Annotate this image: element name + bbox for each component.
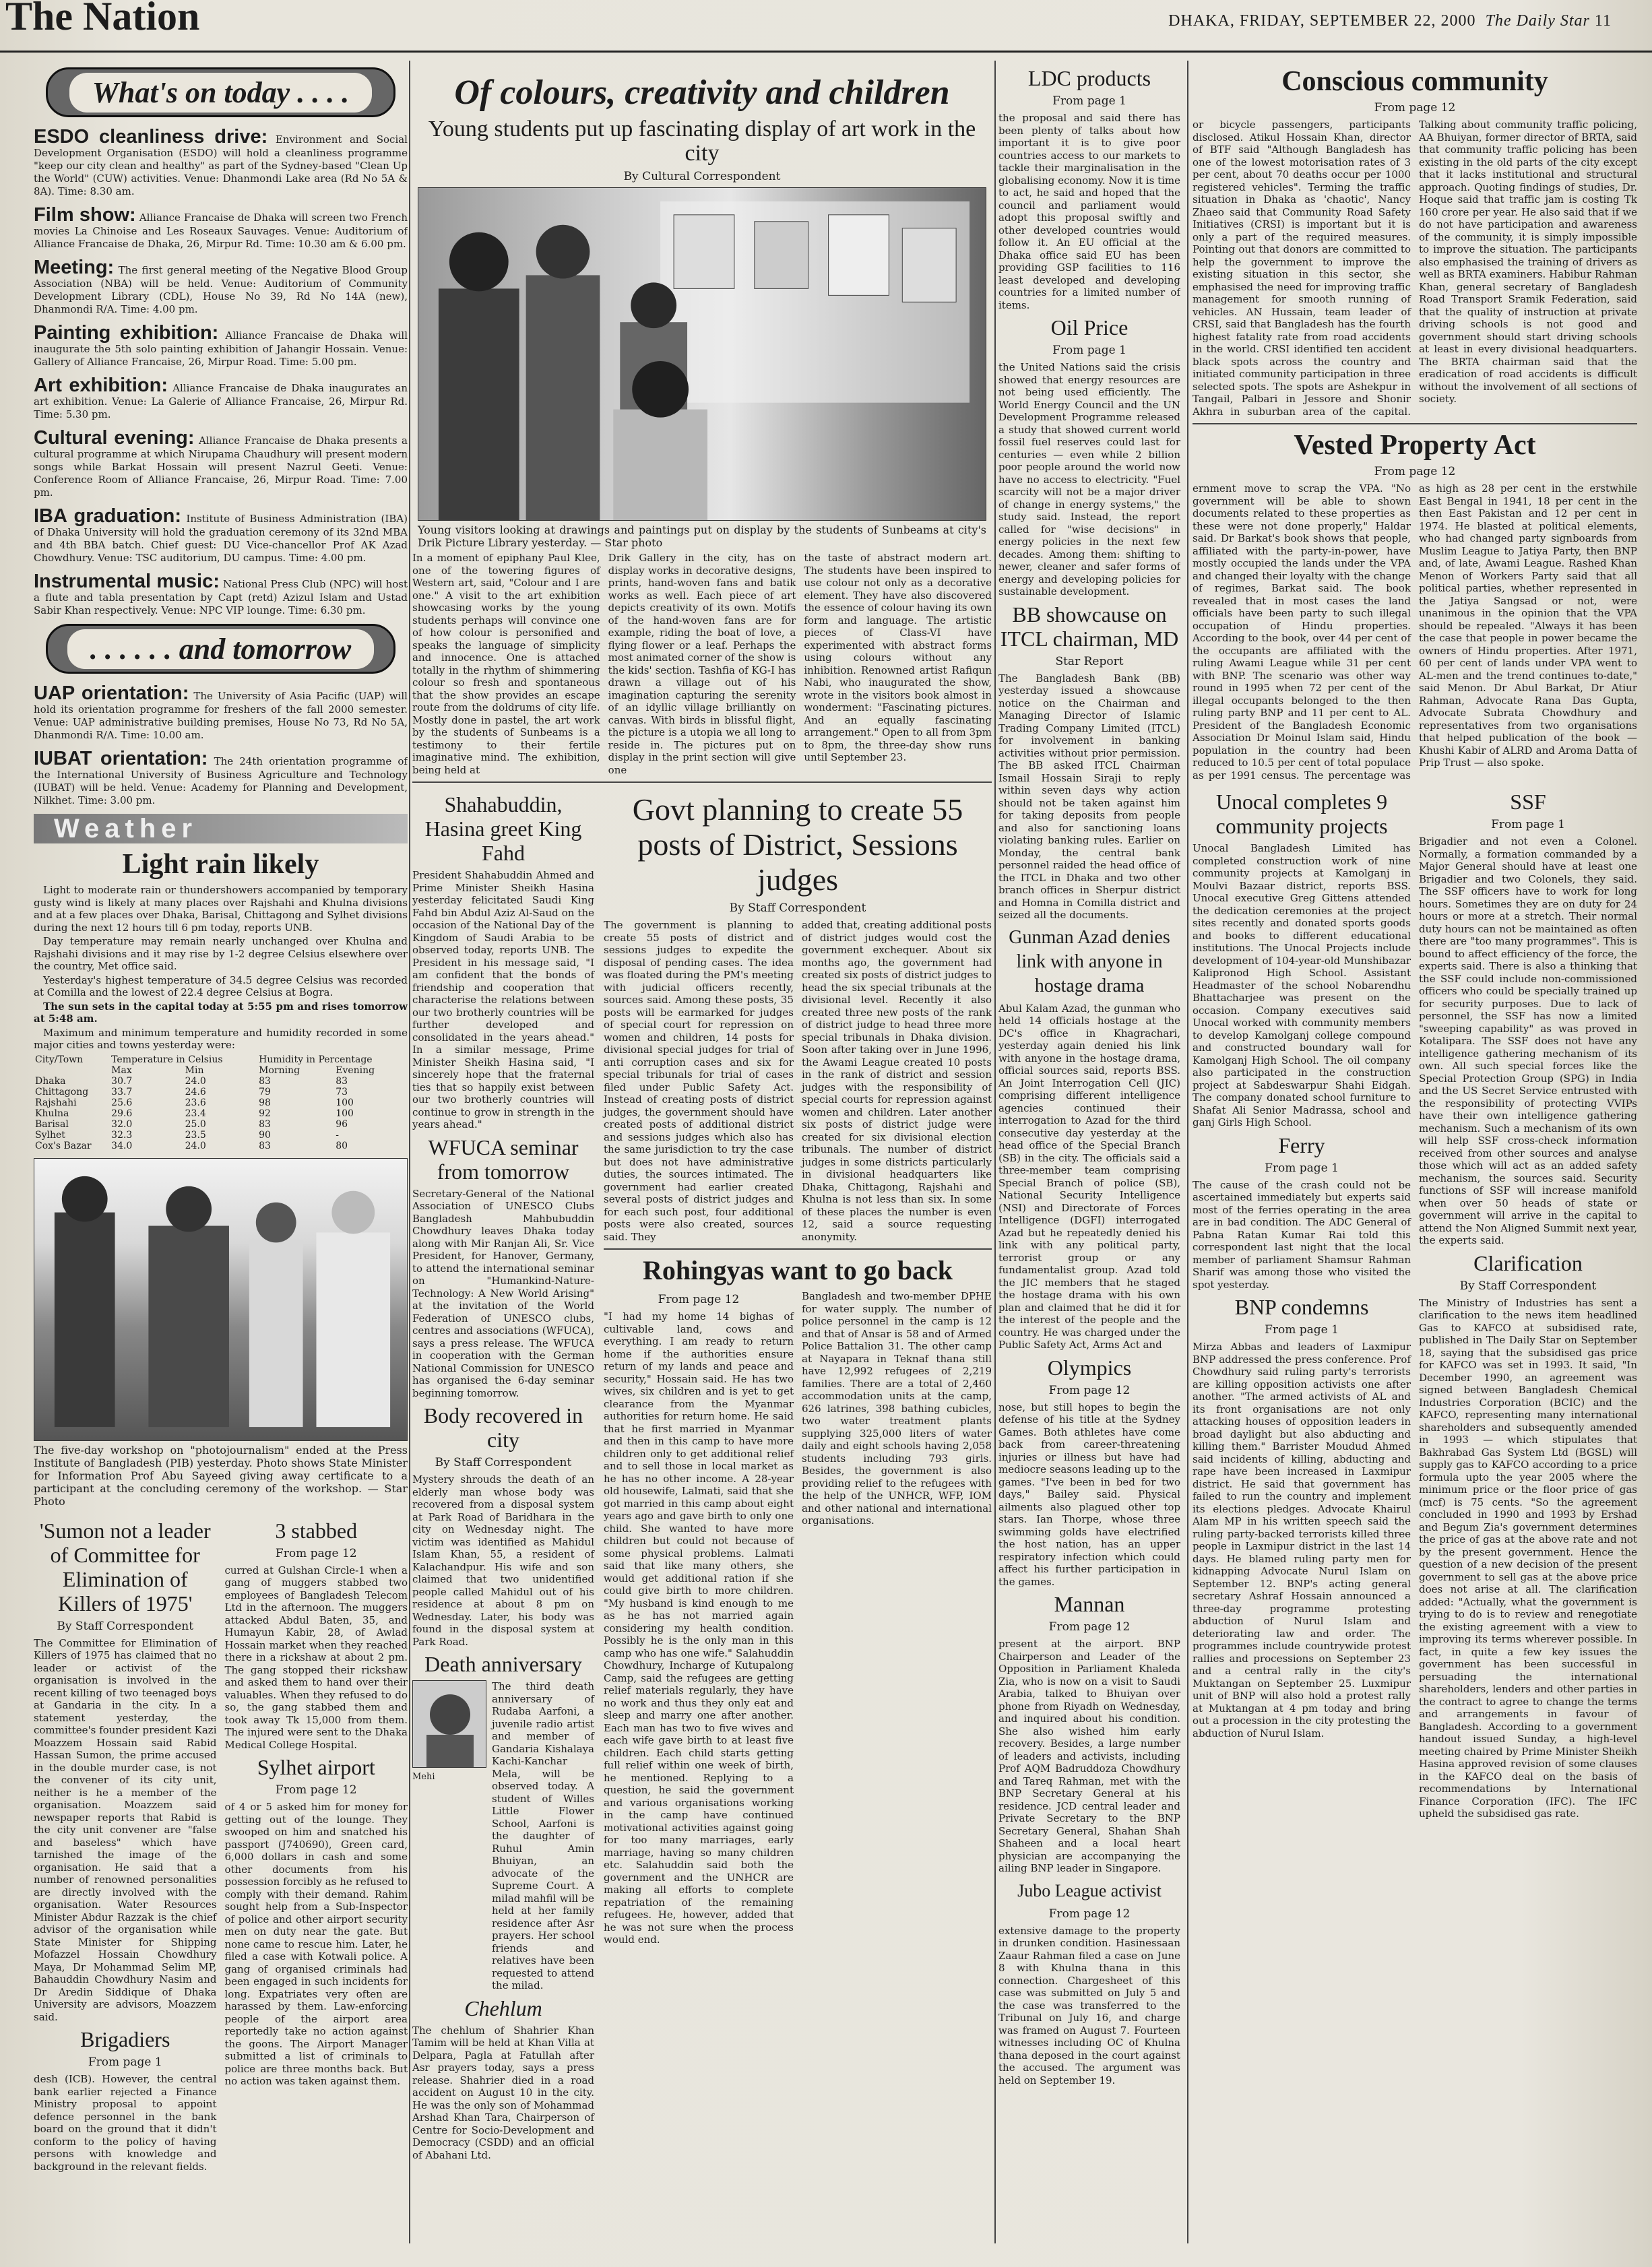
ssf-headline: SSF xyxy=(1510,790,1546,814)
weather-row: Rajshahi 25.6 23.6 98 100 xyxy=(35,1097,354,1108)
event-item: ESDO cleanliness drive: Environment and Social Development Organisation (ESDO) will hold a cleanliness programme "keep our city clean and healthy" as part of the Sydney-based "Clean Up the World" (CUW) activities. Venue: Dhanmondi Lake area (Rd No 5A & 8A). Time: 8.30 am. xyxy=(34,126,408,197)
event-item: Painting exhibition: Alliance Francaise de Dhaka will inaugurate the 5th solo painting exhibition of Jahangir Hossain. Venue: Gallery of Alliance Francaise, 26, Mirpur Road. Time: 5.00 pm. xyxy=(34,322,408,368)
olympics-headline: Olympics xyxy=(1047,1355,1132,1380)
govt-headline: Govt planning to create 55 posts of District, Sessions judges xyxy=(632,792,963,897)
whats-on-banner: What's on today . . . . xyxy=(46,67,395,117)
tomorrow-list xyxy=(34,683,408,807)
unocal-headline: Unocal completes 9 community projects xyxy=(1215,790,1388,838)
colours-caption: Young visitors looking at drawings and paintings put on display by the students of Sunbeams at city's Drik Picture Library yesterday. — Star photo xyxy=(418,523,986,549)
event-item: IUBAT orientation: The 24th orientation programme of the International University of Business Agriculture and Technology (IUBAT) will be held. Venue: Academy for Planning and Development, Nilkhet. Time: 3.00 pm. xyxy=(34,748,408,806)
workshop-photo-image xyxy=(34,1159,407,1440)
ldc-headline: LDC products xyxy=(1027,66,1151,90)
sumon-body: The Committee for Elimination of Killers of 1975 has claimed that no leader or activist of the organisation is involved in the recent killing of two teenaged boys at Gandaria in the city. In a statement yesterday, the committee's founder president Kazi Moazzem Hossain said Rabid Hassan Sumon, the prime accused in the double murder case, is not the convener of its city unit, neither is he a member of the organisation. Moazzem said newspaper reports that Rabid is the city unit convener are "false and baseless" which have tarnished the image of the organisation. He said that a number of renowned personalities are directly involved with the organisation. Water Resources Minister Abdur Razzak is the chief advisor of the organisation while State Minister for Shipping Mofazzel Hossain Chowdhury Maya, Dr Mohammad Selim MP, Bahauddin Chowdhury Nasim and Dr Aredin Siddique of Dhaka University are advisors, Moazzem said. xyxy=(34,1636,217,2023)
wfuca-headline: WFUCA seminar from tomorrow xyxy=(428,1135,579,1184)
column-narrow: LDC products From page 1 the proposal and said there has been plenty of talks about how important it is to give poor countries access to our markets to tackle their marginalisation in the globalising economy. Now it is time to act, he said and hoped that the council and parliament would adopt this proposal swiftly and other developed countries would follow it. An EU official at the Dhaka office said EU has been providing GSP facilities to 116 least developed and developing countries for a limited number of items. Oil Price From page 1 the United Nations said the crisis showed that energy resources are not being used efficiently. The World Energy Council and the UN Development Programme released a study that showed current world fossil fuel reserves could last for centuries — even while 2 billion poor people around the world now have no access to electricity. "Fuel scarcity will not be a major driver of change in energy systems," the study said. Instead, the report called for "wise decisions" in energy policies in the next few decades. Among them: shifting to newer, cleaner and safer forms of energy and developing policies for sustainable development. BB showcause on ITCL chairman, MD Star Report The Bangladesh Bank (BB) yesterday issued a showcause notice on the Chairman and Managing Director of Islamic Trading Company Limited (ITCL) for involvement in banking activities without prior permission. The BB asked ITCL Chairman Ismail Hossain Siraji to reply within seven days why action should not be taken against him for taking deposits from people and also for sanctioning loans violating banking rules. Earlier on Monday, the central bank personnel raided the head office of the ITCL in Dhaka and two other branch offices in Sherpur district and Homna in Comilla district and seized all the documents. Gunman Azad denies link with anyone in hostage drama Abul Kalam Azad, the gunman who held 14 officials hostage at the DC's office in Khagrachari, yesterday again denied his link with anyone in the hostage drama, official sources said, reports BSS. An Joint Interrogation Cell (JIC) comprising different intelligence agencies continued their interrogation to Azad for the third consecutive day yesterday at the head office of the Special Branch (SB) in the city. The officials said a three-member team comprising Special Branch of police (SB), National Security Intelligence (NSI) and Directorate of Forces Intelligence (DGFI) interrogated Azad but he repeatedly denied his link with any political party, terrorist group or any fundamentalist group. Azad told the JIC members that he staged the hostage drama with his own plan and claimed that he did it for the interest of the people and the country. He was charged under the Public Safety Act, Arms Act and Olympics From page 12 nose, but still hopes to begin the defense of his title at the Sydney Games. Both athletes have come back from career-threatening injuries or illness but have had mediocre seasons leading up to the games. "I've been in bed for two days," Bailey said. Physical ailments also plagued other top stars. Ian Thorpe, whose three swimming golds have electrified the host nation, has an upper respiratory infection which could affect his further participation in the games. Mannan From page 12 present at the airport. BNP Chairperson and Leader of the Opposition in Parliament Khaleda Zia, who is now on a visit to Saudi Arabia, talked to Bhuiyan over phone from Riyadh on Wednesday, and inquired about his condition. She also wished him early recovery. Besides, a large number of leaders and activists, including Prof AQM Badruddoza Chowdhury and Tareq Rahman, met with the BNP Secretary General at his residence. JCD central leader and Private Secretary to the BNP Secretary General, Shahan Shah Shaheen and a local heart physician are accompanying the ailing BNP leader in Singapore. Jubo League activist From page 12 extensive damage to the property in drunken condition. Hasinessaan Zaaur Rahman filed a case on June 8 with Khulna thana in this connection. Chargesheet of this case was submitted on July 5 and the case was transferred to the Tribunal on July 16, and charge was framed on August 7. Fourteen witnesses including OC of Khulna thana deposed in the court against the accused. The argument was held on September 19. xyxy=(998,66,1180,2086)
masthead xyxy=(0,0,1652,53)
death-anniversary-headline: Death anniversary xyxy=(424,1652,582,1676)
weather-bar: Weather xyxy=(34,814,408,843)
workshop-photo xyxy=(34,1158,408,1441)
colours-photo xyxy=(418,187,986,521)
portrait-photo xyxy=(412,1680,486,1768)
mannan-headline: Mannan xyxy=(1054,1592,1125,1616)
death-anniversary-body: The third death anniversary of Rudaba Aarfoni, a juvenile radio artist and member of Gandaria Kishalaya Kachi-Kanchar Mela, will be observed today. A student of Willes Little Flower School, Aarfoni is the daughter of Ruhul Amin Bhuiyan, an advocate of the Supreme Court. A milad mahfil will be held at her family residence after Asr prayers. Her school friends and relatives have been requested to attend the milad. xyxy=(492,1680,594,1991)
event-item: Cultural evening: Alliance Francaise de Dhaka presents a cultural programme at which Nirupama Chaudhury will present modern songs while Barkat Hossain will present Nazrul Geeti. Venue: Conference Room of Alliance Francaise, 26, Mirpur Road. Time: 7.00 pm. xyxy=(34,427,408,499)
event-item: Film show: Alliance Francaise de Dhaka will screen two French movies La Chinoise and Les Roseaux Sauvages. Venue: Auditorium of Alliance Francaise de Dhaka, 26, Mirpur Rd. Time: 10.30 am & 6.00 pm. xyxy=(34,204,408,250)
column-rule xyxy=(994,61,996,2243)
colours-columns: In a moment of epiphany Paul Klee, one of the towering figures of Western art, said, "Colour and I are one." A visit to the art exhibition showcasing works by the young students perhaps will convince one of how colour is personified and speaks the language of simplicity and innocence. One is attached totally in the rhythm of shimmering colour so fresh and spontaneous that the show provides an escape route from the doldrums of city life. Mostly done in pastel, the art work by the students of Sunbeams is a testimony to their fertile imaginative mind. The exhibition, being held at Drik Gallery in the city, has on display works in decorative designs, prints, hand-woven fans and batik works as well. Each piece of art depicts creativity of its own. Motifs of the hand-woven fans are for example, riding the boat of love, a flying flower or a leaf. Perhaps the most animated corner of the show is the kids' section. Tashfia of KG-I has drawn a village out of his imagination capturing the serenity of an idyllic village brilliantly on canvas. With birds in blissful flight, the picture is a utopia we all long to reside in. The pictures put on display in the print section will give one the taste of abstract modern art. The students have been inspired to use colour not only as a decorative element. They have also discovered the essence of colour having its own form and language. The artistic pieces of Class-VI have experimented with abstract forms using colours without any inhibition. Renowned artist Rafiqun Nabi, who inaugurated the show, wrote in the visitors book almost in wonderment: "Fascinating pictures. And an equally fascinating arrangement." Open to all from 3pm to 8pm, the three-day show runs until September 23. xyxy=(412,552,992,776)
brigadiers-headline: Brigadiers xyxy=(80,2027,170,2051)
oil-headline: Oil Price xyxy=(1050,315,1129,340)
dateline: DHAKA, FRIDAY, SEPTEMBER 22, 2000 The Daily Star 11 xyxy=(1168,12,1612,30)
jubo-headline: Jubo League activist xyxy=(1017,1880,1162,1901)
column-rule xyxy=(409,61,410,2243)
section-title: The Nation xyxy=(5,0,200,38)
bb-headline: BB showcause on ITCL chairman, MD xyxy=(1000,602,1179,651)
left-bottom-columns: 'Sumon not a leader of Committee for Elimination of Killers of 1975' By Staff Correspondent The Committee for Elimination of Killers of 1975 has claimed that no leader or activist of the organisation is involved in the recent killing of two teenaged boys at Gandaria in the city. In a statement yesterday, the committee's founder president Kazi Moazzem Hossain said Rabid Hassan Sumon, the prime accused in the double murder case, is not the convener of its city unit, neither is he a member of the organisation. Moazzem said newspaper reports that Rabid is the city unit convener are "false and baseless" which have tarnished the image of the organisation. He said that a number of renowned personalities are directly involved with the organisation. Water Resources Minister Abdur Razzak is the chief advisor of the organisation while State Minister for Shipping Mofazzel Hossain Chowdhury Maya, Dr Mohammad Selim MP, Bahauddin Chowdhury Nasim and Dr Aredin Siddique of Dhaka University are advisors, Moazzem said. Brigadiers From page 1 desh (ICB). However, the central bank earlier rejected a Finance Ministry proposal to appoint defence personnel in the bank board on the ground that it didn't conform to the policy of having persons with knowledge and background in the relevant fields. 3 stabbed From page 12 curred at Gulshan Circle-1 when a gang of muggers stabbed two employees of Bangladesh Telecom Ltd in the afternoon. The muggers attacked Abdul Baten, 35, and Humayun Kabir, 28, of Awlad Hossain market when they reached there in a rickshaw at about 2 pm. The gang stopped their rickshaw and asked them to hand over their valuables. When they refused to do so, the gang stabbed them and took away Tk 15,000 from them. The injured were sent to the Dhaka Medical College Hospital. Sylhet airport From page 12 of 4 or 5 asked him for money for getting out of the lounge. They swooped on him and snatched his passport (J740690), Green card, 6,000 dollars in cash and some other documents from his possession forcibly as he refused to comply with their demand. Rahim sought help from a Sub-Inspector of police and other airport security men on duty near the gate. But none came to rescue him. Later, he filed a case with Kotwali police. A gang of organised criminals had been engaged in such incidents for long. Expatriates very often are harassed by them. Law-enforcing people of the airport area reportedly take no action against the goons. The Airport Manager submitted a list of criminals to police are three months back. But no action was taken against them. xyxy=(34,1518,408,2173)
shahabuddin-headline: Shahabuddin, Hasina greet King Fahd xyxy=(424,792,582,865)
weather-row: Chittagong 33.7 24.6 79 73 xyxy=(35,1086,348,1097)
chehlum-headline: Chehlum xyxy=(464,1995,542,2020)
event-item: IBA graduation: Institute of Business Administration (IBA) of Dhaka University will hold the graduation ceremony of its 32nd MBA and 4th BBA batch. Chief guest: DU Vice-chancellor Prof AK Azad Chowdhury. Venue: TSC auditorium, DU campus. Time: 4.00 pm. xyxy=(34,505,408,564)
sylhet-headline: Sylhet airport xyxy=(257,1755,375,1779)
weather-headline: Light rain likely xyxy=(122,849,319,880)
body-recovered-body: Mystery shrouds the death of an elderly man whose body was recovered from a disposal system at Park Road of Baridhara in the city on Wednesday night. The victim was identified as Mahidul Islam Khan, 55, a resident of Kalachandpur. His wife and son claimed that two unidentified people called Mahidul out of his residence at about 8 pm on Wednesday. Later, his body was found in the disposal system at Park Road. xyxy=(412,1473,594,1648)
ferry-headline: Ferry xyxy=(1278,1132,1325,1157)
stabbed-body: curred at Gulshan Circle-1 when a gang of muggers stabbed two employees of Bangladesh Telecom Ltd in the afternoon. The muggers attacked Abdul Baten, 35, and Humayun Kabir, 28, of Awlad Hossain market when they reached there in a rickshaw at about 2 pm. The gang stopped their rickshaw and asked them to hand over their valuables. When they refused to do so, the gang stabbed them and took away Tk 15,000 from them. The injured were sent to the Dhaka Medical College Hospital. xyxy=(224,1564,408,1751)
gunman-headline: Gunman Azad denies link with anyone in hostage drama xyxy=(1009,926,1170,996)
weather-row: Cox's Bazar 34.0 24.0 83 80 xyxy=(35,1140,348,1151)
center-lower xyxy=(412,788,992,2161)
colours-subheadline: Young students put up fascinating display of art work in the city xyxy=(428,117,976,166)
column-rule xyxy=(1187,61,1188,2243)
weather-row: Sylhet 32.3 23.5 90 - xyxy=(35,1129,339,1141)
event-item: UAP orientation: The University of Asia Pacific (UAP) will hold its orientation programme for freshers of the fall 2000 semester. Venue: UAP administrative building premises, House No 73, Rd No 5A, Dhanmondi R/A. Time: 10.00 am. xyxy=(34,682,408,741)
event-item: Art exhibition: Alliance Francaise de Dhaka inaugurates an art exhibition. Venue: La Galerie of Alliance Francaise, 26, Mirpur Rd. Time: 5.30 pm. xyxy=(34,375,408,420)
tomorrow-banner: . . . . . . and tomorrow xyxy=(46,624,395,674)
weather-row: Khulna 29.6 23.4 92 100 xyxy=(35,1108,354,1119)
colours-photo-image xyxy=(418,188,986,520)
column-center xyxy=(412,73,992,2256)
sylhet-body: of 4 or 5 asked him for money for getting out of the lounge. They swooped on him and snatched his passport (J740690), Green card, 6,000 dollars in cash and some other documents from his possession forcibly as he refused to comply with their demand. Rahim sought help from a Sub-Inspector of police and other airport security men on duty near the gate. But none came to rescue him. Later, he filed a case with Kotwali police. A gang of organised criminals had been engaged in such incidents for long. Expatriates very often are harassed by them. Law-enforcing people of the airport area reportedly take no action against the goons. The Airport Manager submitted a list of criminals to police are three months back. But no action was taken against them. xyxy=(224,1801,408,2087)
portrait-image xyxy=(413,1681,486,1768)
column-right: Conscious community From page 12 or bicycle passengers, participants disclosed. Atikul Hossain Khan, director of BTF said "Although Bangladesh has one of the lowest motorisation rates of 3 per cent, about 70 deaths occur per 1000 registered vehicles". Terming the traffic situation in Dhaka as 'chaotic', Nancy Zhaeo said that Community Road Safety Initiatives (CRSI) is important but it is only a part of the required measures. Pointing out that donors are committed to help the government to improve the existing situation in this sector, she emphasised the need for improving traffic management for smooth running of vehicles. AN Hussain, team leader of CRSI, said that Bangladesh has the fourth highest fatality rate from road accidents in the world. CRSI identified ten accident black spots across the country and initiated community participation in three selected spots. The spots are Ashekpur in Tangail, Palbari in Jessore and Shonir Akhra in suburban area of the capital. Talking about community traffic policing, AA Bhuiyan, former director of BRTA, said that community traffic policing has been existing in the old parts of the city except that it lacks institutional and structural approach. Quoting findings of studies, Dr. Hoque said that traffic jam is costing Tk 160 crore per year. He also said that if we do not have participation and awareness of the community, it is simply impossible to improve the situation. The participants also emphasised the training of drivers as well as BRTA examiners. Habibur Rahman Khan, general secretary of Bangladesh Road Transport Sramik Federation, said that the quality of instruction at private driving schools is not good and government should start driving schools at least in every divisional headquarters. The BRTA chairman said that the eradication of road accidents is difficult without the involvement of all sections of society. Vested Property Act From page 12 ernment move to scrap the VPA. "No government will be able to shown documents related to these properties as these were not done properly," Haldar said. Dr Barkat's book shows that people, affiliated with the party-in-power, have mostly occupied the lands under the VPA and changed their loyalty with the change of regimes, Barkat said. The book revealed that in most cases the land officials have been party to such illegal occupation of Hindu properties. According to the book, over 44 per cent of the occupants are affiliated with the ruling Awami League while 31 per cent with BNP. The scenario was other way round in 1995 when 72 per cent of the illegal occupants belonged to the then ruling party BNP and 11 per cent to AL. President of the Bangladesh Economic Association Dr Moinul Islam said, Hindu population in the country had been reduced to 10.5 per cent of total populace as per 1991 census. The percentage was as high as 28 per cent in the erstwhile East Bengal in 1941, 18 per cent in the then East Pakistan and 12 per cent in 1974. He blasted at political elements, who had changed party signboards from Muslim League to Jatiya Party, then BNP and, of late, Awami League. Rashed Khan Menon of Workers Party said that all political parties, whether represented in the Jatiya Sangsad or not, were unanimous in the opinion that the VPA should be repealed. "Always it has been the case that people in power became the owners of Hindu properties. After 1971, 60 per cent of lands under VPA went to AL-men and the trend continues to-date," said Menon. Dr Abul Barkat, Dr Atiur Rahman, Advocate Rana Das Gupta, Advocate Subrata Chowdhury and representatives from two organisations that helped publication of the book — Khushi Kabir of ALRD and Aroma Datta of Prip Trust — also spoke. Unocal completes 9 community projects Unocal Bangladesh Limited has completed construction work of nine community projects at Kamolganj in Moulvi Bazaar district, reports BSS. Unocal executive Greg Gittens attended the dedication ceremonies at the project sites recently and donated sports goods and books to different educational institutions. The Unocal Projects include development of 104-year-old Munshibazar Kalipronod High School. Assistant Headmaster of the school Nobarendhu Bhattacharjee was present on the occasion. Company executives said Unocal worked with community members to develop Kamolganj college compound and constructed boundary wall for Kamolganj High School. The oil company also participated in the construction project at Sabdeswarpur Shahi Eidgah. The company donated school furniture to Shafat Ali Senior Madrassa, school and ganj Girls High School. Ferry From page 1 The cause of the crash could not be ascertained immediately but experts said most of the ferries operating in the area are in bad condition. The ADC General of Pabna Ratan Kumar Rai told this correspondent last night that the local member of parliament Shamsur Rahman Sharif was among those who visited the spot yesterday. BNP condemns From page 1 Mirza Abbas and leaders of Laxmipur BNP addressed the press conference. Prof Chowdhury said ruling party's terrorists are killing opposition activists one after another. "The armed activists of AL and its front organisations are not only attacking houses of opposition leaders in broad daylight but also abducting and killing them." Barrister Moudud Ahmed said incidents of killing, abducting and rape have been increased in Laxmipur district. He said that government has failed to run the country and implement its elections pledges. Advocate Khairul Alam MP in his written speech said the ruling party-backed terrorists killed three people in Laxmipur district in the last 14 days. He blamed ruling party men for kidnapping Advocate Nurul Islam on September 12. BNP's acting general secretary Ashraf Hossain announced a three-day programme protesting abduction of Nurul Islam and deteriorating law and order. The programmes include countrywide protest rallies and processions on September 23 and a central rally in the city's Muktangan on September 25. Luxmipur unit of BNP will also hold a protest rally at Muktangan at 4 pm today and bring out a procession in the city protesting the abduction of Nurul Islam. SSF From page 1 Brigadier and not even a Colonel. Normally, a formation commanded by a Major General should have at least one Brigadier and two Colonels, they said. The SSF officers have to work for long hours. Sometimes they are on duty for 24 hours or more at a stretch. Their normal duty hours can not be maintained as often there are "too many programmes". This is bound to affect efficiency of the force, the experts said. There is also a thinking that the SSF could include non-commissioned officers who could be specially trained up for security purposes. Due to lack of personnel, the SSF has now a limited "sweeping capability" as was proved in Kotalipara. The SSF does not have any intelligence gathering mechanism of its own. All such special forces like the Special Protection Group (SPG) in India and the US Secret Service entrusted with the responsibility of protecting VVIPs have their own intelligence gathering mechanism. Such a mechanism of its own will help SSF cross-check information received from other sources and analyse those which will act as an added safety mechanism, the sources said. Security functions of SSF will increase manifold when over 50 heads of state or government will arrive in the capital to attend the Non Aligned Summit next year, the experts said. Clarification By Staff Correspondent The Ministry of Industries has sent a clarification to the news item headlined Gas to KAFCO at subsidised rate, published in The Daily Star on September 18, saying that the subsidised gas price for KAFCO was set in 1993. It said, "In December 1990, an agreement was signed between Bangladesh Chemical Industries Corporation (BCIC) and the KAFCO, representing many international shareholders and subsequently amended in 1993 — which stipulates that Bakhrabad Gas System Ltd (BGSL) will supply gas to KAFCO according to a price formula upto the year 2005 where the minimum price or the floor price of gas (mcf) is 75 cents. "So the agreement concluded in 1990 and 1993 by Ershad and Begum Zia's government determines the price of gas at the above rate and not by the present government. Hence the question of a new decision of the present government to sell gas at the above price does not arise at all. The clarification added: "Actually, what the government is trying to do is to review and renegotiate the existing agreement with a view to improving its terms wherever possible. In fact, in quite a few key issues the government has been successful in persuading the international shareholders, lenders and other parties in the contract to agree to change the terms and arrangements in favour of Bangladesh. According to a government handout issued Sunday, a high-level meeting chaired by Prime Minister Sheikh Hasina approved revision of some clauses in the KAFCO deal on the basis of recommendations by International Finance Corporation (IFC). The IFC upheld the subsidised gas rate. xyxy=(1193,66,1637,1820)
weather-body: Light to moderate rain or thundershowers accompanied by temporary gusty wind is likely at many places over Rajshahi and Khulna divisions and at a few places over Dhaka, Barisal, Chittagong and Sylhet divisions during the next 12 hours till 6 pm today, reports UNB. Day temperature may remain nearly unchanged over Khulna and Rajshahi divisions and it may rise by 1-2 degree Celsius elsewhere over the country, Met office said. Yesterday's highest temperature of 34.5 degree Celsius was recorded at Comilla and the lowest of 22.4 degree Celsius at Bogra. The sun sets in the capital today at 5:55 pm and rises tomorrow at 5:48 am. Maximum and minimum temperature and humidity recorded in some major cities and towns yesterday were: xyxy=(34,884,408,1051)
wfuca-body: Secretary-General of the National Association of UNESCO Clubs Bangladesh Mahbubuddin Chowdhury leaves Dhaka today along with Mir Ranjan Ali, Sr. Vice President, for Hanover, Germany, to attend the international seminar on "Humankind-Nature-Technology: A New World Arising" at the invitation of the World Federation of UNESCO clubs, centres and associations (WFUCA), says a press release. The WFUCA in cooperation with the German National Commission for UNESCO has organised the 6-day seminar beginning tomorrow. xyxy=(412,1187,594,1399)
sumon-byline: By Staff Correspondent xyxy=(57,1619,194,1633)
clarification-headline: Clarification xyxy=(1473,1250,1583,1275)
conscious-headline: Conscious community xyxy=(1281,66,1548,97)
chehlum-body: The chehlum of Shahrier Khan Tamim will be held at Khan Villa at Delpara, Pagla at Fatullah after Asr prayers today, says a press release. Shahrier died in a road accident on August 10 in the city. He was the only son of Mohammad Arshad Khan Tara, Chairperson of Centre for Socio-Development and Democracy (CSDD) and an official of Abahani Ltd. xyxy=(412,2024,594,2161)
weather-table: City/Town Temperature in Celsius Humidity in Percentage Max Min Morning Evening Dhaka 30.7 24.0 83 83 Chittagong 33.7 24.6 79 73 Rajshahi 25.6 23.6 98 100 Khulna 29.6 23.4 92 100 Barisal 32.0 25.0 83 96 Sylhet 32.3 23.5 90 - Cox's Bazar 34.0 24.0 83 80 xyxy=(34,1054,408,1151)
event-item: Instrumental music: National Press Club (NPC) will host a flute and tabla presentation by Capt (retd) Azizul Islam and Ustad Sabir Khan respectively. Venue: NPC VIP lounge. Time: 6.30 pm. xyxy=(34,571,408,616)
shahabuddin-body: President Shahabuddin Ahmed and Prime Minister Sheikh Hasina yesterday felicitated Saudi King Fahd bin Abdul Aziz Al-Saud on the occasion of the National Day of the Kingdom of Saudi Arabia to be observed today, reports UNB. The President in his message said, "I am confident that the bonds of friendship and cooperation that characterise the relations between our two brotherly countries will be further developed and consolidated in the years ahead." In a similar message, Prime Minister Sheikh Hasina said, "I sincerely hope that the fraternal ties that so happily exist between our two brotherly countries will continue to grow in strength in the years ahead." xyxy=(412,869,594,1130)
whats-on-list xyxy=(34,127,408,617)
brigadiers-body: desh (ICB). However, the central bank earlier rejected a Finance Ministry proposal to appoint defence personnel in the bank board on the ground that it didn't conform to the policy of having persons with knowledge and background in the relevant fields. xyxy=(34,2073,217,2173)
event-item: Meeting: The first general meeting of the Negative Blood Group Association (NBA) will be held. Venue: Auditorium of Community Development Library (CDL), House No 39, Rd No 14A (new), Dhanmondi R/A. Time: 4.00 pm. xyxy=(34,257,408,315)
workshop-caption: The five-day workshop on "photojournalism" ended at the Press Institute of Bangladesh (PIB) yesterday. Photo shows State Minister for Information Prof Abu Sayeed giving away certificate to a participant at the concluding ceremony of the workshop. — Star Photo xyxy=(34,1443,408,1508)
weather-row: Dhaka 30.7 24.0 83 83 xyxy=(35,1075,348,1087)
bnp-headline: BNP condemns xyxy=(1234,1295,1369,1319)
sumon-headline: 'Sumon not a leader of Committee for Elimination of Killers of 1975' xyxy=(39,1518,211,1616)
weather-row: Barisal 32.0 25.0 83 96 xyxy=(35,1118,348,1130)
rohingyas-headline: Rohingyas want to go back xyxy=(642,1255,953,1285)
stabbed-headline: 3 stabbed xyxy=(275,1518,358,1543)
body-recovered-headline: Body recovered in city xyxy=(423,1403,583,1452)
center-side-column: Shahabuddin, Hasina greet King Fahd President Shahabuddin Ahmed and Prime Minister Sheikh Hasina yesterday felicitated Saudi King Fahd bin Abdul Aziz Al-Saud on the occasion of the National Day of the Kingdom of Saudi Arabia to be observed today, reports UNB. The President in his message said, "I am confident that the bonds of friendship and cooperation that characterise the relations between our two brotherly countries will be further developed and consolidated in the years ahead." In a similar message, Prime Minister Sheikh Hasina said, "I sincerely hope that the fraternal ties that so happily exist between our two brotherly countries will continue to grow in strength in the years ahead." WFUCA seminar from tomorrow Secretary-General of the National Association of UNESCO Clubs Bangladesh Mahbubuddin Chowdhury leaves Dhaka today along with Mir Ranjan Ali, Sr. Vice President, for Hanover, Germany, to attend the international seminar on "Humankind-Nature-Technology: A New World Arising" at the invitation of the World Federation of UNESCO clubs, centres and associations (WFUCA), says a press release. The WFUCA in cooperation with the German National Commission for UNESCO has organised the 6-day seminar beginning tomorrow. Body recovered in city By Staff Correspondent Mystery shrouds the death of an elderly man whose body was recovered from a disposal system at Park Road of Baridhara in the city on Wednesday night. The victim was identified as Mahidul Islam Khan, 55, a resident of Kalachandpur. His wife and son claimed that two unidentified people called Mahidul out of his residence at about 8 pm on Wednesday. Later, his body was found in the disposal system at Park Road. Death anniversary Mehi The third death anniversary of Rudaba Aarfoni, a juvenile radio artist and member of Gandaria Kishalaya Kachi-Kanchar Mela, will be observed today. A student of Willes Little Flower School, Aarfoni is the daughter of Ruhul Amin Bhuiyan, an advocate of the Supreme Court. A milad mahfil will be held at her family residence after Asr prayers. Her school friends and relatives have been requested to attend the milad. Chehlum The chehlum of Shahrier Khan Tamim will be held at Khan Villa at Delpara, Pagla at Fatullah after Asr prayers today, says a press release. Shahrier died in a road accident on August 10 in the city. He was the only son of Mohammad Arshad Khan Tara, Chairperson of Centre for Socio-Development and Democracy (CSDD) and an official of Abahani Ltd. xyxy=(412,792,594,2161)
center-main-column: Govt planning to create 55 posts of District, Sessions judges By Staff Correspondent The government is planning to create 55 posts of district and sessions judges to expedite the disposal of pending cases. The idea was floated during the PM's meeting with judicial officers recently, sources said. Among these posts, 35 posts will be earmarked for judges of special court for repression on women and children, 14 posts for divisional special judges for trial of anti corruption cases and six for special tribunals for trial of cases filed under Public Safety Act. Instead of creating posts of district judges, the government should have created posts of additional district and sessions judges which also has the same jurisdiction to try the case but does not have administrative duties, the sources intimated. The government had earlier created several posts of district judges and for each such post, four additional posts were also created, sources said. They added that, creating additional posts of district judges would cost the government exchequer. About six months ago, the government had created six posts of district judges to head the six special tribunals at the divisional level. Recently it also created three new posts of the rank of district judge to head three more special tribunals in Dhaka division. Soon after taking over in June 1996, the Awami League created 10 posts in the rank of district and session judges with the responsibility of special courts for repression against women and children. Later another six posts of district judge were created for six divisional election tribunals. The number of district judges in some districts particularly in divisional headquarters like Dhaka, Chittagong, Rajshahi and Khulna is not less than six. In some of these places the number is even 12, said a source requesting anonymity. Rohingyas want to go back From page 12 "I had my home 14 bighas of cultivable land, cows and everything. I am ready to return home if the authorities ensure return of my lands and peace and security," Hossain said. He has two wives, six children and is yet to get clearance from the Myanmar authorities for return home. He said that he first married in Myanmar and then in this camp to have more children only to get additional relief and to sell those in local market as he has no other income. A 28-year old housewife, Lalmati, said that she got married in this camp about eight years ago and gave birth to only one child. She wanted to have more children but could not because of some physical problems. Lalmati said that like many others, she would get additional ration if she could give birth to more children. "My husband is kind enough to me as he has not married again considering my health condition. Possibly he is the only man in this camp who has one wife." Salahuddin Chowdhury, Incharge of Kutupalong Camp, said the refugees are getting relief materials regularly, they have no work and thus they only eat and sleep and marry one after another. Each man has two to five wives and each wife gave birth to at least five children. Each child starts getting full relief within one week of birth, he mentioned. Replying to a question, he said the government and various organisations working in the camp have continued motivational activities against going for too many marriages, early marriage, having so many children etc. Salahuddin said both the government and the UNHCR are making all efforts to complete repatriation of the remaining refugees. He, however, added that he was not sure when the process would end. Bangladesh and two-member DPHE for water supply. The number of police personnel in the camp is 12 and that of Ansar is 58 and of Armed Police Battalion 31. The other camp at Nayapara in Teknaf thana still have 12,992 refugees of 2,219 families. There are a total of 2,460 accommodation units at the camp, 626 latrines, 398 bathing cubicles, two water treatment plants supplying 325,000 liters of water daily and eight schools having 2,058 students including 793 girls. Besides, the government is also providing relief to the refugees with the help of the UNHCR, WFP, IOM and other national and international organisations. xyxy=(604,792,992,1946)
colours-byline: By Cultural Correspondent xyxy=(623,170,781,183)
column-left xyxy=(34,61,408,2250)
vested-headline: Vested Property Act xyxy=(1294,430,1536,461)
colours-headline: Of colours, creativity and children xyxy=(454,73,950,112)
